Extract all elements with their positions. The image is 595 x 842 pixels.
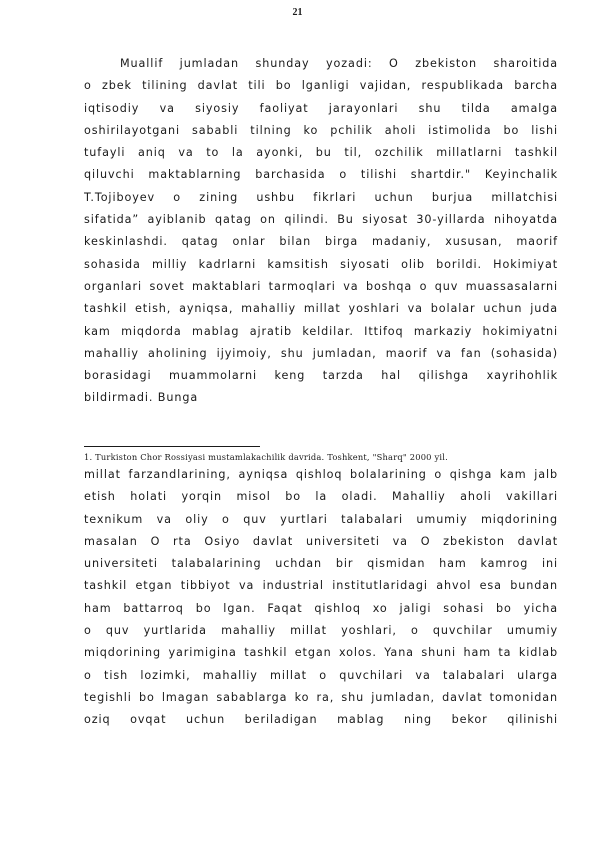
page-number: 21 (292, 7, 303, 18)
text-line: o tish lozimki, mahalliy millat o quvchilari va talabalari ularga (84, 668, 558, 682)
text-line: qiluvchi maktablarning barchasida o tilishi shartdir." Keyinchalik (84, 168, 558, 182)
body-text-top (84, 53, 558, 410)
text-line: masalan O rta Osiyo davlat universiteti va O zbekiston davlat (84, 534, 558, 548)
text-line: oziq ovqat uchun beriladigan mablag ning bekor qilinishi (84, 713, 558, 727)
text-line: borasidagi muammolarni keng tarzda hal qilishga xayrihohlik (84, 369, 558, 383)
text-line: organlari sovet maktablari tarmoqlari va boshqa o quv muassasalarni (84, 279, 558, 293)
text-line: keskinlashdi. qatag onlar bilan birga madaniy, xususan, maorif (84, 235, 558, 249)
text-line: miqdorining yarimigina tashkil etgan xolos. Yana shuni ham ta kidlab (84, 646, 558, 660)
text-line: T.Tojiboyev o zining ushbu fikrlari uchun burjua millatchisi (84, 190, 558, 204)
text-line: Muallif jumladan shunday yozadi: O zbekiston sharoitida (120, 57, 558, 70)
text-line: sifatida” ayiblanib qatag on qilindi. Bu siyosat 30-yillarda nihoyatda (84, 213, 558, 227)
text-line: mahalliy aholining ijyimoiy, shu jumladan, maorif va fan (sohasida) (84, 346, 558, 360)
text-line: ham battarroq bo lgan. Faqat qishloq xo jaligi sohasi bo yicha (84, 601, 558, 615)
text-line: sohasida milliy kadrlarni kamsitish siyosati olib borildi. Hokimiyat (84, 257, 558, 271)
text-line: oshirilayotgani sababli tilning ko pchilik aholi istimolida bo lishi (84, 123, 558, 137)
text-line: tegishli bo lmagan sabablarga ko ra, shu jumladan, davlat tomonidan (84, 690, 558, 704)
text-line: universiteti talabalarining uchdan bir qismidan ham kamrog ini (84, 557, 558, 571)
text-line: texnikum va oliy o quv yurtlari talabalari umumiy miqdorining (84, 512, 558, 526)
text-line: o zbek tilining davlat tili bo lganligi vajidan, respublikada barcha (84, 79, 558, 93)
text-line: o quv yurtlarida mahalliy millat yoshlari, o quvchilar umumiy (84, 624, 558, 638)
text-line: millat farzandlarining, ayniqsa qishloq bolalarining o qishga kam jalb (84, 468, 558, 481)
text-line: etish holati yorqin misol bo la oladi. Mahalliy aholi vakillari (84, 490, 558, 504)
body-text-bottom (84, 464, 558, 732)
text-line: kam miqdorda mablag ajratib keldilar. Ittifoq markaziy hokimiyatni (84, 324, 558, 338)
footnote-divider (84, 446, 260, 447)
footnote: 1. Turkiston Chor Rossiyasi mustamlakachilik davrida. Toshkent, "Sharq" 2000 yil. (84, 452, 448, 462)
text-line: bildirmadi. Bunga (84, 391, 199, 405)
text-line: tashkil etish, ayniqsa, mahalliy millat yoshlari va bolalar uchun juda (84, 302, 558, 316)
text-line: tashkil etgan tibbiyot va industrial institutlaridagi ahvol esa bundan (84, 579, 558, 593)
text-line: tufayli aniq va to la ayonki, bu til, ozchilik millatlarni tashkil (84, 146, 558, 160)
text-line: iqtisodiy va siyosiy faoliyat jarayonlari shu tilda amalga (84, 101, 558, 115)
